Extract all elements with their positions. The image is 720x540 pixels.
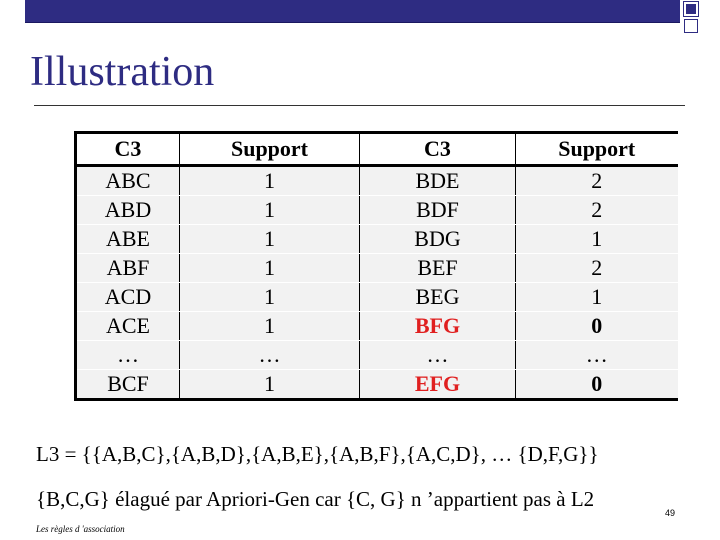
- support-cell: 1: [516, 283, 678, 312]
- itemset-cell: ABE: [76, 225, 180, 254]
- itemset-cell: BDG: [360, 225, 516, 254]
- support-cell: 1: [180, 370, 360, 400]
- corner-square-outline-icon: [684, 19, 698, 33]
- itemset-cell: BDF: [360, 196, 516, 225]
- candidate-table: [74, 131, 678, 401]
- table-row: [76, 225, 678, 254]
- corner-square-icon: [684, 2, 698, 16]
- itemset-cell: BDE: [360, 166, 516, 196]
- zero-support-cell: 0: [516, 370, 678, 400]
- header-support-left: Support: [180, 133, 360, 166]
- ellipsis-cell: …: [360, 341, 516, 370]
- itemset-cell: ABC: [76, 166, 180, 196]
- table-row: [76, 341, 678, 370]
- support-cell: 2: [516, 196, 678, 225]
- table-row: [76, 370, 678, 400]
- pruned-itemset-cell: BFG: [360, 312, 516, 341]
- support-cell: 1: [180, 254, 360, 283]
- ellipsis-cell: …: [180, 341, 360, 370]
- table-row: [76, 196, 678, 225]
- footer-text: Les règles d 'association: [36, 524, 125, 534]
- page-number: 49: [665, 508, 676, 518]
- itemset-cell: BEG: [360, 283, 516, 312]
- ellipsis-cell: …: [76, 341, 180, 370]
- support-cell: 1: [180, 283, 360, 312]
- support-cell: 1: [180, 166, 360, 196]
- header-bar: [25, 0, 680, 23]
- itemset-cell: ABF: [76, 254, 180, 283]
- itemset-cell: BCF: [76, 370, 180, 400]
- support-cell: 2: [516, 254, 678, 283]
- table-header-row: [76, 133, 678, 166]
- ellipsis-cell: …: [516, 341, 678, 370]
- support-cell: 1: [180, 312, 360, 341]
- table-row: [76, 312, 678, 341]
- support-cell: 1: [180, 196, 360, 225]
- itemset-cell: ACE: [76, 312, 180, 341]
- title-divider: [34, 105, 685, 106]
- header-support-right: Support: [516, 133, 678, 166]
- l3-definition: L3 = {{A,B,C},{A,B,D},{A,B,E},{A,B,F},{A,C,D}, … {D,F,G}}: [36, 442, 599, 466]
- header-c3-left: C3: [76, 133, 180, 166]
- table-row: [76, 166, 678, 196]
- slide-title: Illustration: [30, 49, 215, 95]
- support-cell: 1: [516, 225, 678, 254]
- pruning-note: {B,C,G} élagué par Apriori-Gen car {C, G} n ’appartient pas à L2: [36, 487, 595, 511]
- table-row: [76, 283, 678, 312]
- itemset-cell: ACD: [76, 283, 180, 312]
- table-row: [76, 254, 678, 283]
- support-cell: 2: [516, 166, 678, 196]
- zero-support-cell: 0: [516, 312, 678, 341]
- support-cell: 1: [180, 225, 360, 254]
- itemset-cell: ABD: [76, 196, 180, 225]
- pruned-itemset-cell: EFG: [360, 370, 516, 400]
- itemset-cell: BEF: [360, 254, 516, 283]
- header-c3-right: C3: [360, 133, 516, 166]
